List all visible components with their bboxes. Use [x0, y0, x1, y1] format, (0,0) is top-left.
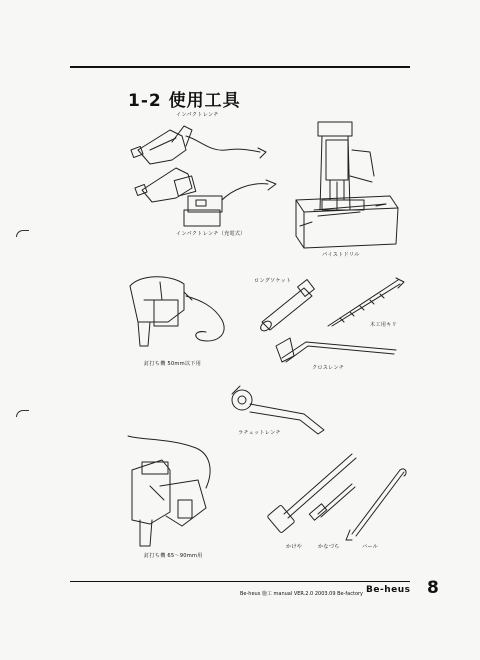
ratchet-wrench-illustration	[232, 386, 324, 434]
crowbar-illustration	[346, 469, 406, 540]
label-impact-wrench-cordless: インパクトレンチ（充電式）	[176, 231, 246, 237]
label-nailer-65-90: 釘打ち機 65〜90mm用	[144, 553, 203, 559]
label-ratchet-wrench: ラチェットレンチ	[238, 430, 281, 436]
footer-brand: Be-heus	[366, 585, 411, 595]
label-sledgehammer: かけや	[286, 544, 303, 550]
nailer-small-illustration	[130, 277, 224, 346]
page-number: 8	[427, 578, 439, 598]
label-nailer-50: 釘打ち機 50mm以下用	[144, 361, 202, 367]
drill-stand-illustration	[296, 122, 398, 248]
wood-drill-bit-illustration	[328, 278, 404, 326]
cross-wrench-illustration	[276, 338, 396, 362]
footer-manual-text: Be-heus 施工 manual VER.2.0 2003.09 Be-factory	[240, 591, 364, 597]
label-cross-wrench: クロスレンチ	[312, 365, 345, 371]
label-wood-drill-bit: 木工用キリ	[370, 322, 397, 328]
long-socket-illustration	[259, 280, 315, 333]
label-long-socket: ロングソケット	[254, 278, 292, 284]
label-impact-wrench: インパクトレンチ	[176, 112, 219, 118]
footer-rule	[70, 581, 410, 582]
label-crowbar: バール	[362, 544, 379, 550]
hammer-illustration	[309, 484, 355, 520]
sledgehammer-illustration	[267, 454, 356, 533]
impact-wrench-illustration	[131, 126, 266, 164]
cordless-impact-wrench-illustration	[135, 168, 276, 226]
nailer-large-illustration	[128, 436, 210, 546]
section-title: 1-2 使用工具	[128, 91, 241, 111]
label-hammer: かなづち	[318, 544, 340, 550]
label-drill-stand: パイストドリル	[322, 252, 360, 258]
